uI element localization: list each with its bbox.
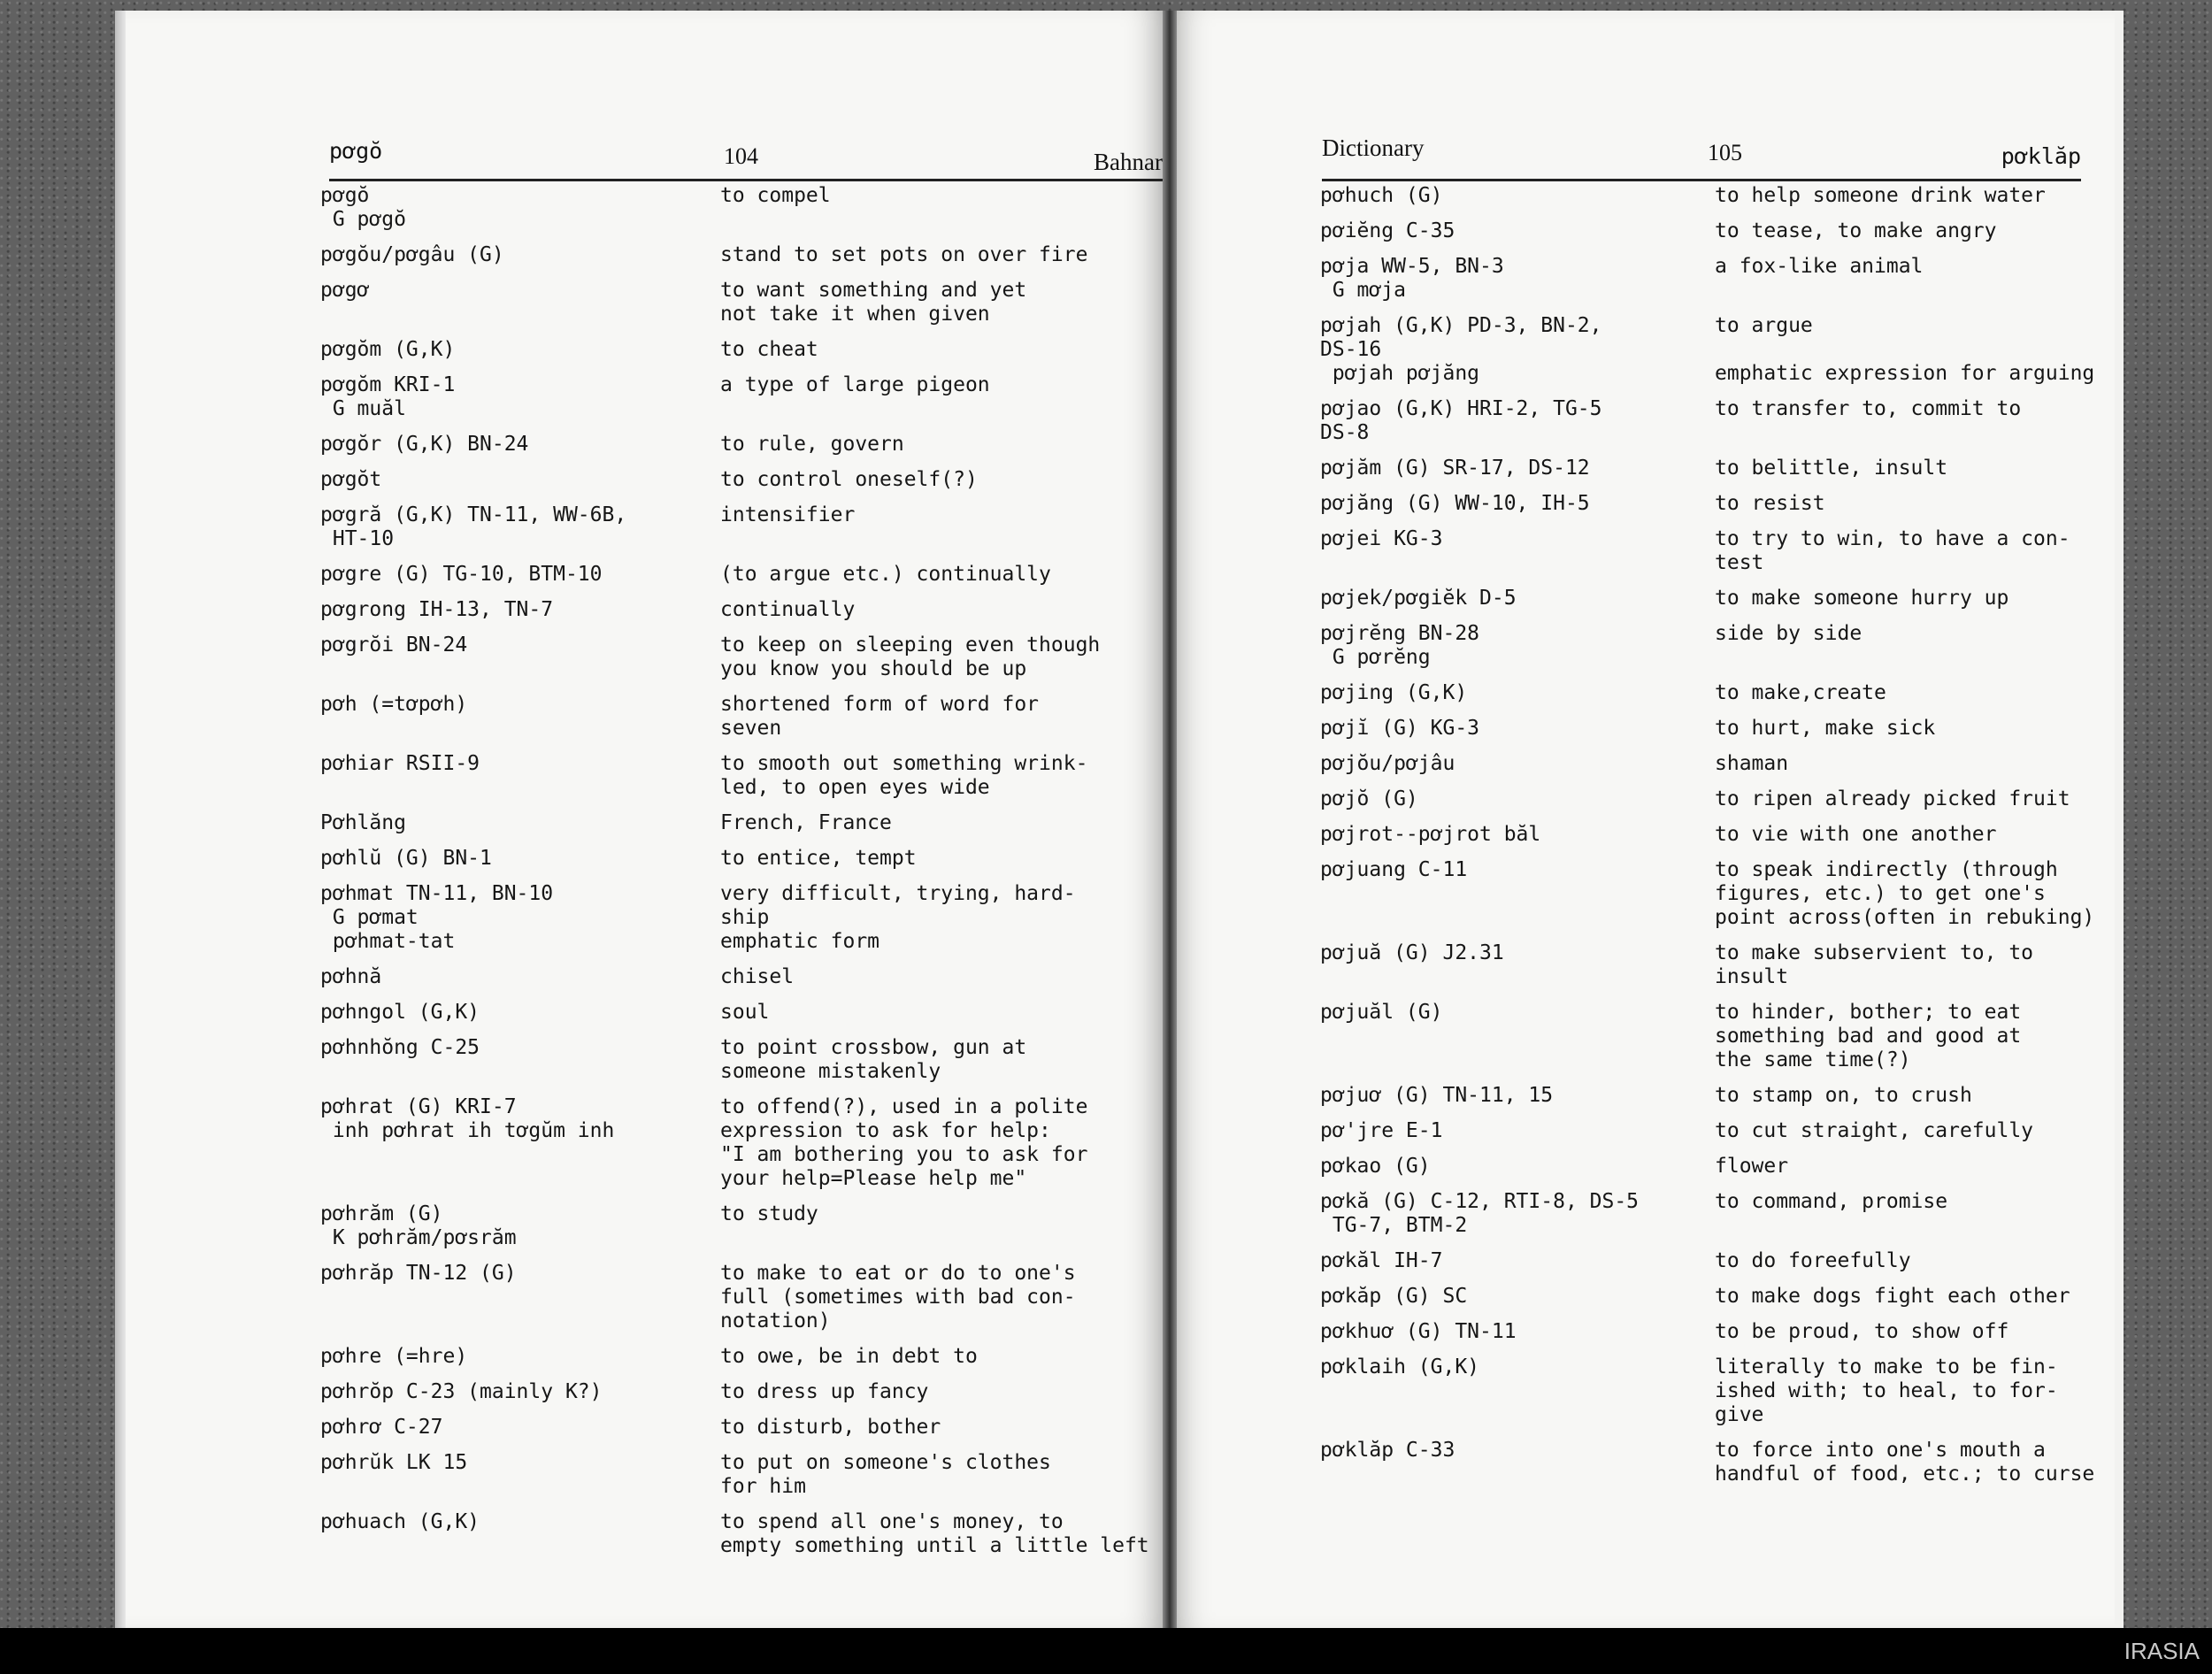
dictionary-entry xyxy=(320,598,1163,634)
headword: pơhre (=hre) xyxy=(320,1345,468,1368)
dictionary-entry xyxy=(320,503,1163,563)
definition: to offend(?), used in a polite expression to ask for help: "I am bothering you to ask for your help=Please help me" xyxy=(720,1095,1088,1190)
dictionary-entry xyxy=(320,1095,1163,1202)
definition: to command, promise xyxy=(1715,1190,1948,1213)
headword: pơhrăm (G) K pơhrăm/pơsrăm xyxy=(320,1202,517,1249)
dictionary-entry xyxy=(1320,622,2099,681)
definition: to smooth out something wrink- led, to open eyes wide xyxy=(720,752,1088,799)
definition: chisel xyxy=(720,965,795,988)
running-head xyxy=(1322,126,2081,181)
headword: pơjing (G,K) xyxy=(1320,681,1468,704)
definition: to be proud, to show off xyxy=(1715,1320,2009,1343)
dictionary-entry xyxy=(320,965,1163,1001)
headword: pơjŏ (G) xyxy=(1320,787,1418,810)
dictionary-entry xyxy=(1320,1119,2099,1155)
headword: Pơhlăng xyxy=(320,811,406,834)
headword: pơjah (G,K) PD-3, BN-2, DS-16 pơjah pơjăng xyxy=(1320,314,1602,385)
headword: pơhuach (G,K) xyxy=(320,1510,480,1533)
headword: pơjăng (G) WW-10, IH-5 xyxy=(1320,492,1590,515)
dictionary-entry xyxy=(320,184,1163,243)
definition: shortened form of word for seven xyxy=(720,693,1040,740)
definition: to study xyxy=(720,1202,818,1225)
dictionary-entry xyxy=(320,634,1163,693)
headword: pơhiar RSII-9 xyxy=(320,752,480,775)
dictionary-entry xyxy=(320,1202,1163,1262)
dictionary-entry xyxy=(320,847,1163,882)
dictionary-entry xyxy=(320,811,1163,847)
dictionary-entry xyxy=(320,243,1163,279)
dictionary-entry xyxy=(320,1262,1163,1345)
dictionary-entry xyxy=(1320,255,2099,314)
definition: to vie with one another xyxy=(1715,823,1997,846)
headword: pơjei KG-3 xyxy=(1320,527,1443,550)
page-number: 105 xyxy=(1708,140,1742,165)
dictionary-entry xyxy=(1320,1190,2099,1249)
dictionary-entry xyxy=(1320,184,2099,219)
definition: to speak indirectly (through figures, etc.) to get one's point across(often in rebuking) xyxy=(1715,858,2095,929)
dictionary-entry xyxy=(320,279,1163,338)
dictionary-entry xyxy=(320,433,1163,468)
definition: to resist xyxy=(1715,492,1825,515)
headword: pơgŏt xyxy=(320,468,382,491)
headword: pơgŏm KRI-1 G muăl xyxy=(320,373,456,420)
definition: stand to set pots on over fire xyxy=(720,243,1088,266)
definition: soul xyxy=(720,1001,770,1024)
watermark: IRASIA xyxy=(2124,1638,2200,1664)
headword: pơjuă (G) J2.31 xyxy=(1320,941,1504,964)
dictionary-entry xyxy=(1320,858,2099,941)
header-title: Bahnar xyxy=(1094,149,1163,175)
definition: to argue emphatic expression for arguing xyxy=(1715,314,2095,385)
book-gutter xyxy=(1163,11,1177,1628)
dictionary-entry xyxy=(320,1416,1163,1451)
headword: pơhrat (G) KRI-7 inh pơhrat ih tơgŭm inh xyxy=(320,1095,615,1142)
headword: pơklaih (G,K) xyxy=(1320,1355,1480,1378)
headword: pơkăl IH-7 xyxy=(1320,1249,1443,1272)
dictionary-entry xyxy=(320,563,1163,598)
definition: to help someone drink water xyxy=(1715,184,2046,207)
definition: to cut straight, carefully xyxy=(1715,1119,2034,1142)
definition: to stamp on, to crush xyxy=(1715,1084,1972,1107)
dictionary-entry xyxy=(1320,1155,2099,1190)
dictionary-entry xyxy=(1320,681,2099,717)
definition: to entice, tempt xyxy=(720,847,917,870)
headword: pơhnhŏng C-25 xyxy=(320,1036,480,1059)
dictionary-entry xyxy=(1320,1355,2099,1439)
headword: pơhrơ C-27 xyxy=(320,1416,443,1439)
header-title: Dictionary xyxy=(1322,134,1425,161)
definition: to make,create xyxy=(1715,681,1886,704)
open-book xyxy=(115,11,2124,1628)
definition: to dress up fancy xyxy=(720,1380,929,1403)
headword: pơhrŭk LK 15 xyxy=(320,1451,468,1474)
definition: to point crossbow, gun at someone mistakenly xyxy=(720,1036,1027,1083)
definition: to want something and yet not take it when given xyxy=(720,279,1027,326)
headword: pơgơ xyxy=(320,279,370,302)
running-head xyxy=(329,126,1163,181)
right-page xyxy=(1177,11,2115,1628)
headword: pơhngol (G,K) xyxy=(320,1001,480,1024)
definition: (to argue etc.) continually xyxy=(720,563,1051,586)
definition: a type of large pigeon xyxy=(720,373,990,396)
bottom-bar xyxy=(0,1628,2212,1674)
definition: to transfer to, commit to xyxy=(1715,397,2022,420)
definition: to disturb, bother xyxy=(720,1416,941,1439)
definition: shaman xyxy=(1715,752,1789,775)
definition: very difficult, trying, hard- ship emphatic form xyxy=(720,882,1076,953)
dictionary-entry xyxy=(1320,823,2099,858)
headword: pơhlŭ (G) BN-1 xyxy=(320,847,492,870)
dictionary-entry xyxy=(320,1345,1163,1380)
definition: to try to win, to have a con- test xyxy=(1715,527,2070,574)
definition: literally to make to be fin- ished with; to heal, to for- give xyxy=(1715,1355,2058,1426)
entry-list xyxy=(1320,184,2099,1498)
page-edge xyxy=(115,11,126,1628)
headword: pơhmat TN-11, BN-10 G pơmat pơhmat-tat xyxy=(320,882,554,953)
definition: to cheat xyxy=(720,338,818,361)
definition: to spend all one's money, to empty something until a little left xyxy=(720,1510,1149,1557)
headword: pơjŏu/pơjâu xyxy=(1320,752,1455,775)
definition: to belittle, insult xyxy=(1715,457,1948,480)
definition: to put on someone's clothes for him xyxy=(720,1451,1051,1498)
headword: pơjao (G,K) HRI-2, TG-5 DS-8 xyxy=(1320,397,1602,444)
headword: pơkhuơ (G) TN-11 xyxy=(1320,1320,1517,1343)
headword: pơjĭ (G) KG-3 xyxy=(1320,717,1480,740)
headword: pơjuang C-11 xyxy=(1320,858,1468,881)
definition: to control oneself(?) xyxy=(720,468,978,491)
headword: pơhrăp TN-12 (G) xyxy=(320,1262,517,1285)
definition: to keep on sleeping even though you know you should be up xyxy=(720,634,1101,680)
dictionary-entry xyxy=(320,693,1163,752)
dictionary-entry xyxy=(320,1510,1163,1570)
dictionary-entry xyxy=(320,373,1163,433)
page-number: 104 xyxy=(724,143,758,169)
definition: to hurt, make sick xyxy=(1715,717,1936,740)
headword: pơjrot--pơjrot băl xyxy=(1320,823,1541,846)
entry-list xyxy=(320,184,1163,1570)
definition: to do foreefully xyxy=(1715,1249,1911,1272)
definition: to ripen already picked fruit xyxy=(1715,787,2070,810)
headword: pơhrŏp C-23 (mainly K?) xyxy=(320,1380,603,1403)
definition: to rule, govern xyxy=(720,433,904,456)
dictionary-entry xyxy=(1320,492,2099,527)
dictionary-entry xyxy=(320,752,1163,811)
headword: pơkă (G) C-12, RTI-8, DS-5 TG-7, BTM-2 xyxy=(1320,1190,1640,1237)
definition: to make dogs fight each other xyxy=(1715,1285,2070,1308)
dictionary-entry xyxy=(1320,587,2099,622)
definition: to owe, be in debt to xyxy=(720,1345,978,1368)
headword: pơhnă xyxy=(320,965,382,988)
headword: pơklăp C-33 xyxy=(1320,1439,1455,1462)
dictionary-entry xyxy=(1320,1439,2099,1498)
definition: to tease, to make angry xyxy=(1715,219,1997,242)
headword: pơkăp (G) SC xyxy=(1320,1285,1468,1308)
dictionary-entry xyxy=(1320,314,2099,397)
dictionary-entry xyxy=(320,1380,1163,1416)
dictionary-entry xyxy=(1320,752,2099,787)
dictionary-entry xyxy=(1320,1084,2099,1119)
dictionary-entry xyxy=(1320,717,2099,752)
header-guide-word: pơklăp xyxy=(2001,143,2081,169)
headword: pơjuơ (G) TN-11, 15 xyxy=(1320,1084,1554,1107)
headword: pơgrŏi BN-24 xyxy=(320,634,468,657)
dictionary-entry xyxy=(1320,1285,2099,1320)
dictionary-entry xyxy=(1320,527,2099,587)
headword: pơgŏm (G,K) xyxy=(320,338,456,361)
dictionary-entry xyxy=(320,882,1163,965)
headword: pơgŏu/pơgâu (G) xyxy=(320,243,504,266)
definition: continually xyxy=(720,598,856,621)
dictionary-entry xyxy=(320,1451,1163,1510)
definition: French, France xyxy=(720,811,892,834)
definition: to compel xyxy=(720,184,831,207)
dictionary-entry xyxy=(1320,457,2099,492)
definition: to make someone hurry up xyxy=(1715,587,2009,610)
headword: pơ'jre E-1 xyxy=(1320,1119,1443,1142)
headword: pơgŏr (G,K) BN-24 xyxy=(320,433,529,456)
dictionary-entry xyxy=(1320,397,2099,457)
dictionary-entry xyxy=(320,1001,1163,1036)
dictionary-entry xyxy=(1320,941,2099,1001)
definition: intensifier xyxy=(720,503,856,526)
headword: pơjrĕng BN-28 G pơrĕng xyxy=(1320,622,1480,669)
dictionary-entry xyxy=(1320,1249,2099,1285)
dictionary-entry xyxy=(320,468,1163,503)
headword: pơgŏ G pơgŏ xyxy=(320,184,406,231)
headword: pơiĕng C-35 xyxy=(1320,219,1455,242)
dictionary-entry xyxy=(1320,219,2099,255)
dictionary-entry xyxy=(1320,1320,2099,1355)
definition: flower xyxy=(1715,1155,1789,1178)
dictionary-entry xyxy=(320,1036,1163,1095)
dictionary-entry xyxy=(1320,787,2099,823)
definition: a fox-like animal xyxy=(1715,255,1924,278)
headword: pơgrong IH-13, TN-7 xyxy=(320,598,554,621)
dictionary-entry xyxy=(320,338,1163,373)
headword: pơjăm (G) SR-17, DS-12 xyxy=(1320,457,1590,480)
definition: to hinder, bother; to eat something bad and good at the same time(?) xyxy=(1715,1001,2022,1071)
headword: pơgre (G) TG-10, BTM-10 xyxy=(320,563,603,586)
headword: pơkao (G) xyxy=(1320,1155,1431,1178)
definition: to make subservient to, to insult xyxy=(1715,941,2034,988)
dictionary-entry xyxy=(1320,1001,2099,1084)
definition: to make to eat or do to one's full (sometimes with bad con- notation) xyxy=(720,1262,1076,1332)
left-page xyxy=(126,11,1163,1628)
header-guide-word: pơgŏ xyxy=(329,138,383,164)
definition: to force into one's mouth a handful of food, etc.; to curse xyxy=(1715,1439,2095,1486)
headword: pơjuăl (G) xyxy=(1320,1001,1443,1024)
headword: pơgră (G,K) TN-11, WW-6B, HT-10 xyxy=(320,503,627,550)
headword: pơh (=tơpơh) xyxy=(320,693,468,716)
headword: pơhuch (G) xyxy=(1320,184,1443,207)
headword: pơja WW-5, BN-3 G mơja xyxy=(1320,255,1504,302)
headword: pơjek/pơgiĕk D-5 xyxy=(1320,587,1517,610)
definition: side by side xyxy=(1715,622,1863,645)
